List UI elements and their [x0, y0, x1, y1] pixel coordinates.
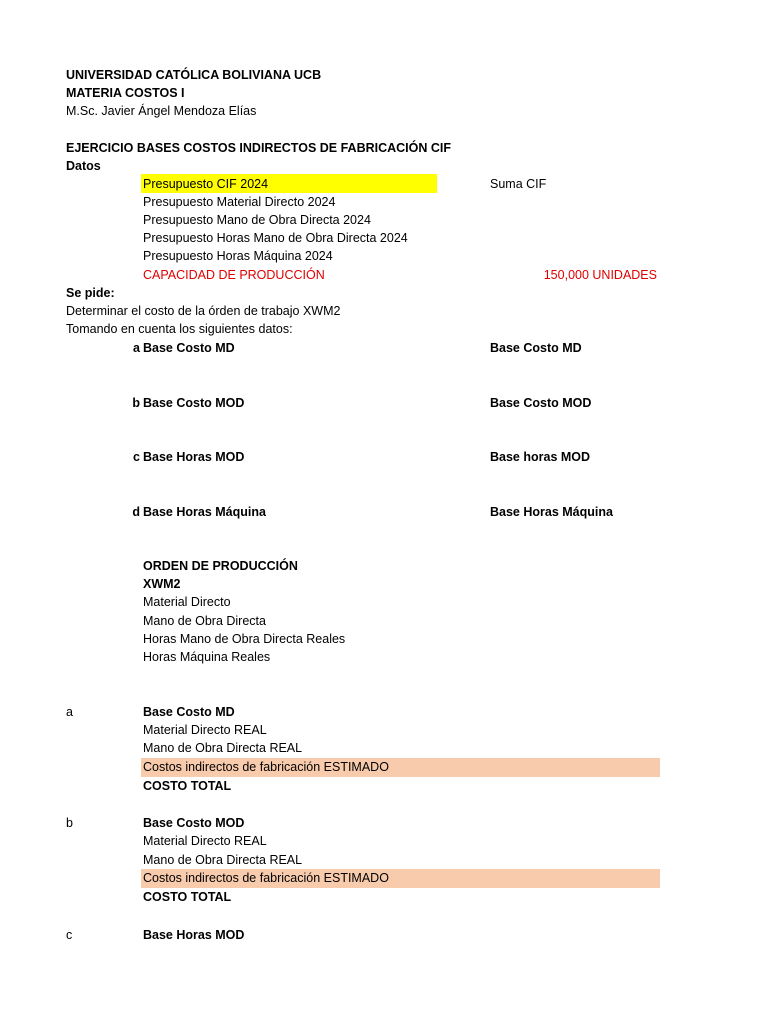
base-right-c: Base horas MOD: [490, 450, 591, 464]
se-pide-line-1: Determinar el costo de la órden de trabajo XWM2: [66, 304, 341, 318]
calc-b-total: COSTO TOTAL: [143, 890, 232, 904]
calc-a-mano-obra: Mano de Obra Directa REAL: [143, 741, 303, 755]
base-letter-a: a: [133, 341, 140, 355]
datos-heading: Datos: [66, 159, 101, 173]
calc-a-cif: Costos indirectos de fabricación ESTIMADO: [143, 760, 389, 774]
calc-b-cif: Costos indirectos de fabricación ESTIMADO: [143, 871, 389, 885]
datos-item-md: Presupuesto Material Directo 2024: [143, 195, 336, 209]
base-right-b: Base Costo MOD: [490, 396, 592, 410]
capacity-label: CAPACIDAD DE PRODUCCIÓN: [143, 268, 325, 282]
datos-item-hmod: Presupuesto Horas Mano de Obra Directa 2024: [143, 231, 408, 245]
order-title: ORDEN DE PRODUCCIÓN: [143, 559, 298, 573]
calc-a-total: COSTO TOTAL: [143, 779, 232, 793]
base-label-b: Base Costo MOD: [143, 396, 245, 410]
datos-item-cif: Presupuesto CIF 2024: [143, 177, 269, 191]
order-code: XWM2: [143, 577, 181, 591]
calc-b-mano-obra: Mano de Obra Directa REAL: [143, 853, 303, 867]
calc-c-title: Base Horas MOD: [143, 928, 245, 942]
calc-c-letter: c: [66, 928, 73, 942]
calc-b-title: Base Costo MOD: [143, 816, 245, 830]
base-label-a: Base Costo MD: [143, 341, 235, 355]
base-right-a: Base Costo MD: [490, 341, 582, 355]
se-pide-line-2: Tomando en cuenta los siguientes datos:: [66, 322, 293, 336]
calc-a-title: Base Costo MD: [143, 705, 235, 719]
professor-name: M.Sc. Javier Ángel Mendoza Elías: [66, 104, 257, 118]
calc-b-material: Material Directo REAL: [143, 834, 267, 848]
base-right-d: Base Horas Máquina: [490, 505, 613, 519]
order-item-hm: Horas Máquina Reales: [143, 650, 271, 664]
order-item-md: Material Directo: [143, 595, 231, 609]
calc-a-material: Material Directo REAL: [143, 723, 267, 737]
base-letter-c: c: [133, 450, 140, 464]
datos-item-hm: Presupuesto Horas Máquina 2024: [143, 249, 333, 263]
calc-a-letter: a: [66, 705, 73, 719]
base-letter-b: b: [132, 396, 140, 410]
base-letter-d: d: [132, 505, 140, 519]
base-label-d: Base Horas Máquina: [143, 505, 266, 519]
course-title: MATERIA COSTOS I: [66, 86, 185, 100]
capacity-value: 150,000 UNIDADES: [543, 268, 657, 282]
university-title: UNIVERSIDAD CATÓLICA BOLIVIANA UCB: [66, 68, 322, 82]
order-item-mod: Mano de Obra Directa: [143, 614, 266, 628]
calc-b-letter: b: [66, 816, 73, 830]
datos-item-mod: Presupuesto Mano de Obra Directa 2024: [143, 213, 371, 227]
order-item-hmod: Horas Mano de Obra Directa Reales: [143, 632, 346, 646]
se-pide-heading: Se pide:: [66, 286, 115, 300]
exercise-title: EJERCICIO BASES COSTOS INDIRECTOS DE FABRICACIÓN CIF: [66, 141, 452, 155]
base-label-c: Base Horas MOD: [143, 450, 245, 464]
suma-cif-label: Suma CIF: [490, 177, 547, 191]
